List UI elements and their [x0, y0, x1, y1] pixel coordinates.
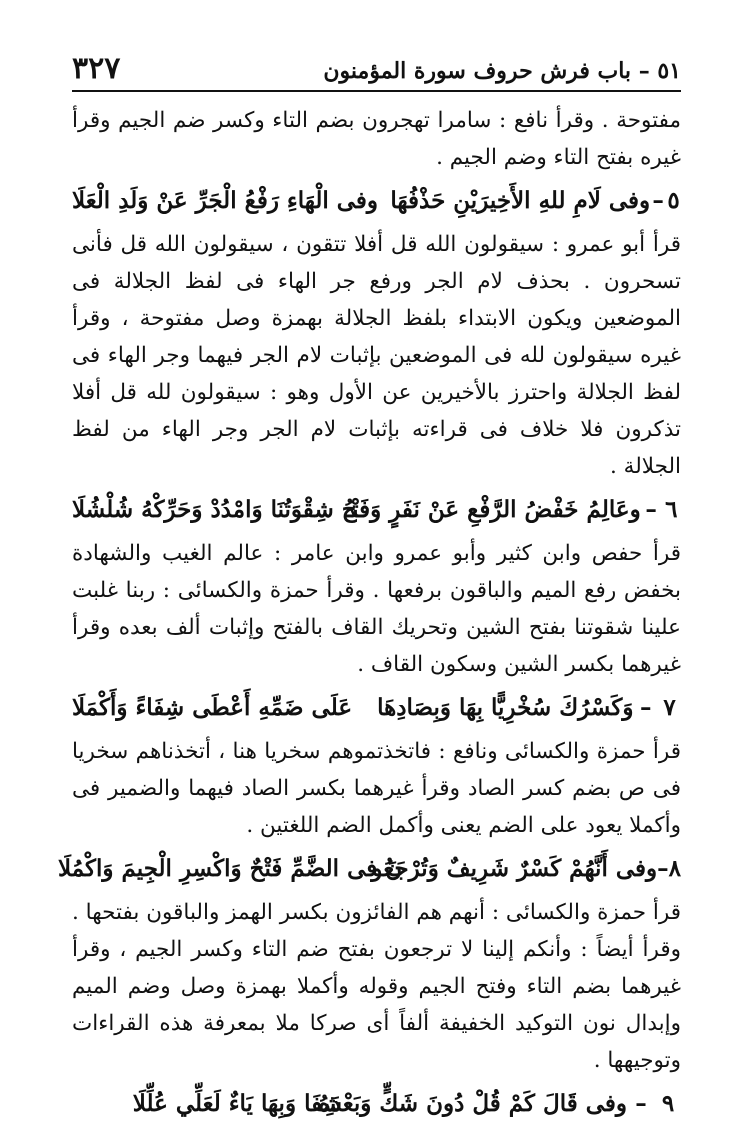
- verse-dash: –: [652, 187, 664, 214]
- verse-number: ٦: [665, 496, 678, 523]
- commentary-paragraph: قرأ حمزة والكسائى ونافع : فاتخذتموهم سخريا هنا ، أتخذناهم سخريا فى ص بضم كسر الصاد وقرأ غيرهما بكسر الصاد فيهما والضمير فى وأكملا يعود على الضم يعنى وأكمل الضم اللغتين .: [72, 739, 681, 838]
- verse-first-hemistich: وَكَسْرُكَ سُخْرِيًّا بِهَا وَبِصَادِهَا: [377, 694, 634, 721]
- verse-dash: –: [635, 1090, 647, 1117]
- verse-number: ٥: [667, 187, 680, 214]
- verse-dash: –: [640, 694, 652, 721]
- commentary-paragraph: قرأ حفص وابن كثير وأبو عمرو وابن عامر : عالم الغيب والشهادة بخفض رفع الميم والباقون برفعها . وقرأ حمزة والكسائى : ربنا غلبت علينا شقوتنا بفتح الشين وتحريك القاف بالفتح وإثبات ألف بعده وقرأ غيرهما بكسر الشين وسكون القاف .: [72, 541, 681, 677]
- verse-number: ٧: [663, 694, 676, 721]
- verse-first-hemistich: وفى أَنَّهُمْ كَسْرٌ شَرِيفٌ وَتُرْجَعُو: [371, 855, 658, 882]
- page-header: [72, 40, 681, 92]
- verse-second-hemistich: ـحُ شِقْوَتُنَا وَامْدُدْ وَحَرِّكْهُ شُلْشُلَا: [72, 496, 364, 523]
- verse-line: [57, 844, 681, 894]
- running-title: ٥١ – باب فرش حروف سورة المؤمنون: [323, 58, 681, 84]
- verse-first-hemistich: وعَالِمُ خَفْضُ الرَّفْعِ عَنْ نَفَرٍ وَفَتْـ: [345, 496, 641, 523]
- verse-first-hemistich: وفى قَالَ كَمْ قُلْ دُونَ شَكٍّ وَبَعْدَهُ: [318, 1090, 627, 1117]
- verse-line: [72, 683, 681, 733]
- verse-second-hemistich: وفى الْهَاءِ رَفْعُ الْجَرِّ عَنْ وَلَدِ الْعَلَا: [71, 187, 379, 214]
- verse-line: [72, 176, 681, 226]
- verse-first-hemistich: وفى لَامِ للهِ الأَخِيرَيْنِ حَذْفُهَا: [390, 187, 651, 214]
- verse-line: [72, 485, 681, 535]
- commentary-paragraph: قرأ حمزة والكسائى : أنهم هم الفائزون بكسر الهمز والباقون بفتحها . وقرأ أيضاً : وأنكم إلينا لا ترجعون بفتح ضم التاء وكسر الجيم ، وقرأ غيرهما بضم التاء وفتح الجيم وقوله وأكملا بهمزة وصل وضم الميم وإبدال نون التوكيد الخفيفة ألفاً أى صركا ملا بمعرفة هذه القراءات وتوجيهها .: [72, 900, 681, 1073]
- commentary-paragraph: مفتوحة . وقرأ نافع : سامرا تهجرون بضم التاء وكسر ضم الجيم وقرأ غيره بفتح التاء وضم الجيم .: [72, 108, 681, 170]
- page-content: [57, 92, 681, 1129]
- commentary-paragraph: قرأ أبو عمرو : سيقولون الله قل أفلا تتقون ، سيقولون الله قل فأنى تسحرون . بحذف لام الجر ورفع جر الهاء فى لفظ الجلالة فى الموضعين ويكون الابتداء بلفظ الجلالة بهمزة وصل مفتوحة ، وقرأ غيره سيقولون لله فى الموضعين بإثبات لام الجر فيهما وجر الهاء فى لفظ الجلالة واحترز بالأخيرين عن الأول وهو : سيقولون لله قل أفلا تذكرون فلا خلاف فى قراءته بإثبات لام الجر وجر الهاء من لفظ الجلالة .: [72, 232, 681, 479]
- verse-number: ٨: [668, 855, 681, 882]
- verse-dash: –: [657, 855, 669, 882]
- page-number: ٣٢٧: [72, 51, 121, 86]
- verse-second-hemistich: شِفَا وَبِهَا يَاءٌ لَعَلِّي عُلِّلَا: [132, 1090, 342, 1117]
- verse-second-hemistich: نَ فى الضَّمِّ فَتْحٌ وَاكْسِرِ الْجِيمَ وَاكْمُلَا: [57, 855, 403, 882]
- verse-number: ٩: [661, 1090, 675, 1117]
- verse-dash: –: [645, 496, 657, 523]
- verse-second-hemistich: عَلَى ضَمِّهِ أَعْطَى شِفَاءً وَأَكْمَلَا: [72, 694, 353, 721]
- verse-line: [72, 1079, 681, 1129]
